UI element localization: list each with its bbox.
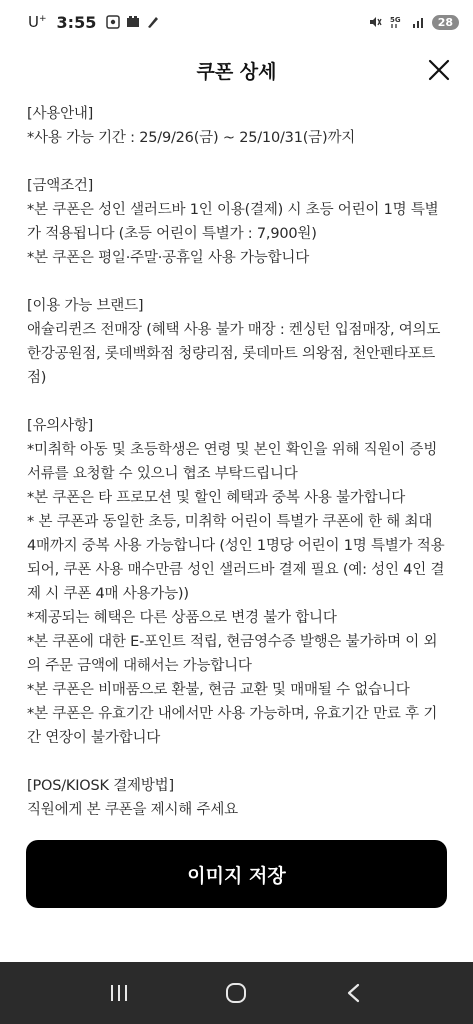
- coupon-detail-content: [27, 102, 452, 846]
- notes-line: *본 쿠폰에 대한 E-포인트 적립, 현금영수증 발행은 불가하며 이 외: [27, 634, 438, 650]
- notes-line: 의 주문 금액에 대해서는 가능합니다: [27, 658, 252, 674]
- notes-line: 되어, 쿠폰 사용 매수만큼 성인 샐러드바 결제 필요 (예: 성인 4인 결: [27, 562, 445, 578]
- section-notes: [27, 414, 452, 750]
- notes-line: 제 시 쿠폰 4매 사용가능)): [27, 586, 189, 602]
- usage-line: *사용 가능 기간 : 25/9/26(금) ~ 25/10/31(금)까지: [27, 130, 356, 146]
- section-heading: [사용안내]: [27, 106, 94, 122]
- pos-line: 직원에게 본 쿠폰을 제시해 주세요: [27, 802, 238, 818]
- recent-apps-button[interactable]: [99, 973, 139, 1013]
- brand-line: 애슐리퀸즈 전매장 (혜택 사용 불가 매장 : 켄싱턴 입점매장, 여의도: [27, 322, 441, 338]
- home-button[interactable]: [216, 973, 256, 1013]
- back-icon: [343, 982, 365, 1004]
- close-icon: [428, 59, 450, 81]
- header: [0, 48, 473, 92]
- amount-line: *본 쿠폰은 평일·주말·공휴일 사용 가능합니다: [27, 250, 310, 266]
- carrier-label: U+: [28, 13, 47, 31]
- battery-indicator: 28: [432, 15, 459, 30]
- screenshot-icon: [106, 15, 120, 29]
- app-icon: [126, 15, 140, 29]
- brand-line: 점): [27, 370, 47, 386]
- amount-line: 가 적용됩니다 (초등 어린이 특별가 : 7,900원): [27, 226, 317, 242]
- recent-apps-icon: [108, 982, 130, 1004]
- svg-text:5G: 5G: [389, 16, 401, 24]
- status-time: 3:55: [56, 12, 97, 32]
- status-bar: [0, 0, 473, 44]
- navigation-bar: [0, 962, 473, 1024]
- notes-line: 4매까지 중복 사용 가능합니다 (성인 1명당 어린이 1명 특별가 적용: [27, 538, 445, 554]
- pen-icon: [146, 15, 160, 29]
- notes-line: *제공되는 혜택은 다른 상품으로 변경 불가 합니다: [27, 610, 337, 626]
- save-image-button[interactable]: 이미지 저장: [26, 840, 447, 908]
- notification-icons: [106, 15, 160, 29]
- section-heading: [이용 가능 브랜드]: [27, 298, 144, 314]
- brand-line: 한강공원점, 롯데백화점 청량리점, 롯데마트 의왕점, 천안펜타포트: [27, 346, 436, 362]
- notes-line: 간 연장이 불가합니다: [27, 730, 161, 746]
- home-icon: [224, 981, 248, 1005]
- notes-line: 서류를 요청할 수 있으니 협조 부탁드립니다: [27, 466, 298, 482]
- mute-icon: [368, 15, 382, 29]
- section-pos: [27, 774, 452, 822]
- signal-icon: [412, 15, 426, 29]
- network-5g-icon: [388, 15, 406, 29]
- notes-line: *본 쿠폰은 타 프로모션 및 할인 혜택과 중복 사용 불가합니다: [27, 490, 406, 506]
- close-button[interactable]: [425, 56, 453, 84]
- notes-line: * 본 쿠폰과 동일한 초등, 미취학 어린이 특별가 쿠폰에 한 해 최대: [27, 514, 433, 530]
- notes-line: *미취학 아동 및 초등학생은 연령 및 본인 확인을 위해 직원이 증빙: [27, 442, 438, 458]
- amount-line: *본 쿠폰은 성인 샐러드바 1인 이용(결제) 시 초등 어린이 1명 특별: [27, 202, 439, 218]
- section-heading: [유의사항]: [27, 418, 94, 434]
- page-title: 쿠폰 상세: [196, 60, 277, 83]
- section-amount: [27, 174, 452, 270]
- section-usage: [27, 102, 452, 150]
- section-heading: [금액조건]: [27, 178, 94, 194]
- system-icons: [368, 15, 459, 30]
- section-heading: [POS/KIOSK 결제방법]: [27, 778, 174, 794]
- notes-line: *본 쿠폰은 비매품으로 환불, 현금 교환 및 매매될 수 없습니다: [27, 682, 410, 698]
- back-button[interactable]: [334, 973, 374, 1013]
- notes-line: *본 쿠폰은 유효기간 내에서만 사용 가능하며, 유효기간 만료 후 기: [27, 706, 438, 722]
- section-brand: [27, 294, 452, 390]
